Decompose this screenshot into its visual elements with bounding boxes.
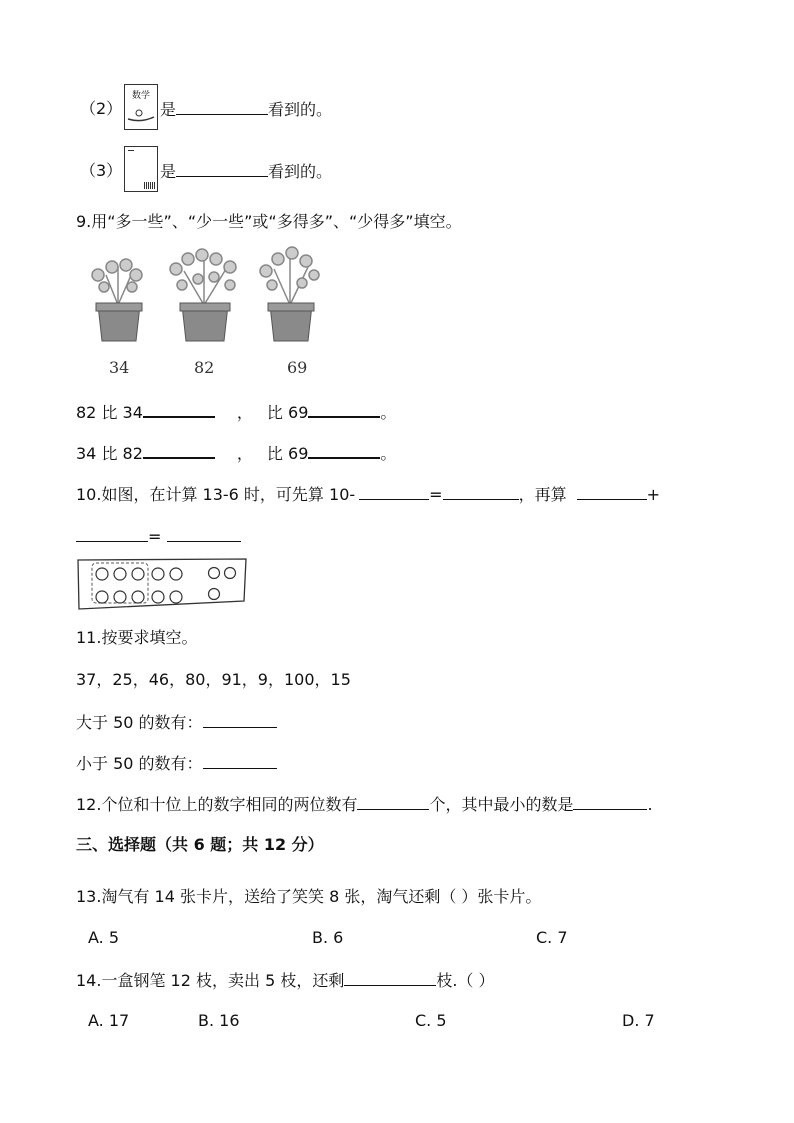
option-a[interactable]: A. 17 — [88, 1011, 130, 1030]
q8-item3 — [80, 160, 122, 182]
q10-stem-continued: ，再算 — [518, 485, 567, 504]
option-d[interactable]: D. 7 — [622, 1011, 655, 1030]
option-c[interactable]: C. 7 — [536, 928, 568, 947]
q12-stem-continued: 个，其中最小的数是 — [429, 795, 574, 814]
text-see: 看到的。 — [268, 162, 333, 181]
answer-blank[interactable] — [357, 793, 429, 810]
flower-pot-icon — [92, 259, 142, 341]
answer-blank[interactable] — [443, 483, 519, 500]
pot-count-label: 34 — [109, 358, 130, 377]
q11-numbers: 37，25，46，80，91，9，100，15 — [76, 670, 351, 689]
q14-stem-text: 14.一盒钢笔 12 枝，卖出 5 枝，还剩 — [76, 971, 345, 990]
q9-line1 — [76, 400, 396, 424]
flower-pots-picture — [84, 245, 344, 355]
answer-blank[interactable] — [76, 525, 148, 542]
answer-blank[interactable] — [577, 483, 647, 500]
pot-count-label: 82 — [194, 358, 215, 377]
book-cover-icon — [125, 107, 157, 127]
separator: ， — [236, 403, 253, 422]
item-number: （3） — [80, 161, 123, 180]
answer-blank[interactable] — [167, 525, 241, 542]
q12-line — [76, 793, 653, 816]
math-book-picture — [124, 84, 158, 130]
counting-circles-picture — [76, 557, 248, 613]
compare-text: 82 比 34 — [76, 403, 143, 422]
item-number: （2） — [80, 99, 123, 118]
barcode-icon — [144, 182, 155, 189]
text-see: 看到的。 — [268, 100, 333, 119]
answer-blank[interactable] — [203, 752, 277, 769]
text-is: 是 — [160, 100, 177, 119]
q8-item2 — [80, 98, 122, 120]
compare-text: 34 比 82 — [76, 444, 143, 463]
small-mark-icon — [128, 150, 134, 154]
q8-item2-answer — [160, 98, 332, 121]
flower-pot-icon — [170, 249, 236, 341]
option-b[interactable]: B. 6 — [312, 928, 344, 947]
q10-line1 — [76, 483, 660, 506]
compare-text: 比 69 — [266, 444, 309, 463]
answer-blank[interactable] — [308, 400, 380, 418]
greater-label: 大于 50 的数有： — [76, 713, 203, 732]
book-back-picture — [124, 146, 158, 192]
flower-pot-icon — [260, 247, 319, 341]
equals-sign: = — [429, 485, 443, 504]
q9-stem: 9.用“多一些”、“少一些”或“多得多”、“少得多”填空。 — [76, 212, 462, 231]
answer-blank[interactable] — [359, 483, 429, 500]
period: 。 — [380, 444, 397, 463]
section-heading: 三、选择题（共 6 题；共 12 分） — [76, 835, 324, 854]
q12-stem: 12.个位和十位上的数字相同的两位数有 — [76, 795, 358, 814]
q10-stem: 10.如图，在计算 13-6 时，可先算 10- — [76, 485, 356, 504]
answer-blank[interactable] — [176, 160, 268, 177]
q9-line2 — [76, 441, 396, 465]
compare-text: 比 69 — [266, 403, 309, 422]
text-is: 是 — [160, 162, 177, 181]
period: 。 — [380, 403, 397, 422]
separator: ， — [236, 444, 253, 463]
q13-stem: 13.淘气有 14 张卡片，送给了笑笑 8 张，淘气还剩（ ）张卡片。 — [76, 887, 542, 906]
q11-greater — [76, 711, 277, 734]
answer-blank[interactable] — [143, 441, 215, 459]
less-label: 小于 50 的数有： — [76, 754, 203, 773]
q10-line2 — [76, 525, 241, 548]
pot-count-label: 69 — [287, 358, 308, 377]
answer-blank[interactable] — [573, 793, 647, 810]
answer-blank[interactable] — [143, 400, 215, 418]
option-b[interactable]: B. 16 — [198, 1011, 240, 1030]
option-a[interactable]: A. 5 — [88, 928, 120, 947]
option-c[interactable]: C. 5 — [415, 1011, 447, 1030]
q14-stem-continued: 枝.（ ） — [436, 971, 495, 990]
period: . — [647, 795, 653, 814]
answer-blank[interactable] — [344, 969, 436, 986]
answer-blank[interactable] — [203, 711, 277, 728]
equals-sign: = — [148, 527, 162, 546]
q8-item3-answer — [160, 160, 332, 183]
q14-stem — [76, 969, 495, 992]
answer-blank[interactable] — [308, 441, 380, 459]
q11-stem: 11.按要求填空。 — [76, 628, 198, 647]
q11-less — [76, 752, 277, 775]
book-title: 数学 — [131, 91, 150, 101]
answer-blank[interactable] — [176, 98, 268, 115]
plus-sign: + — [646, 485, 660, 504]
